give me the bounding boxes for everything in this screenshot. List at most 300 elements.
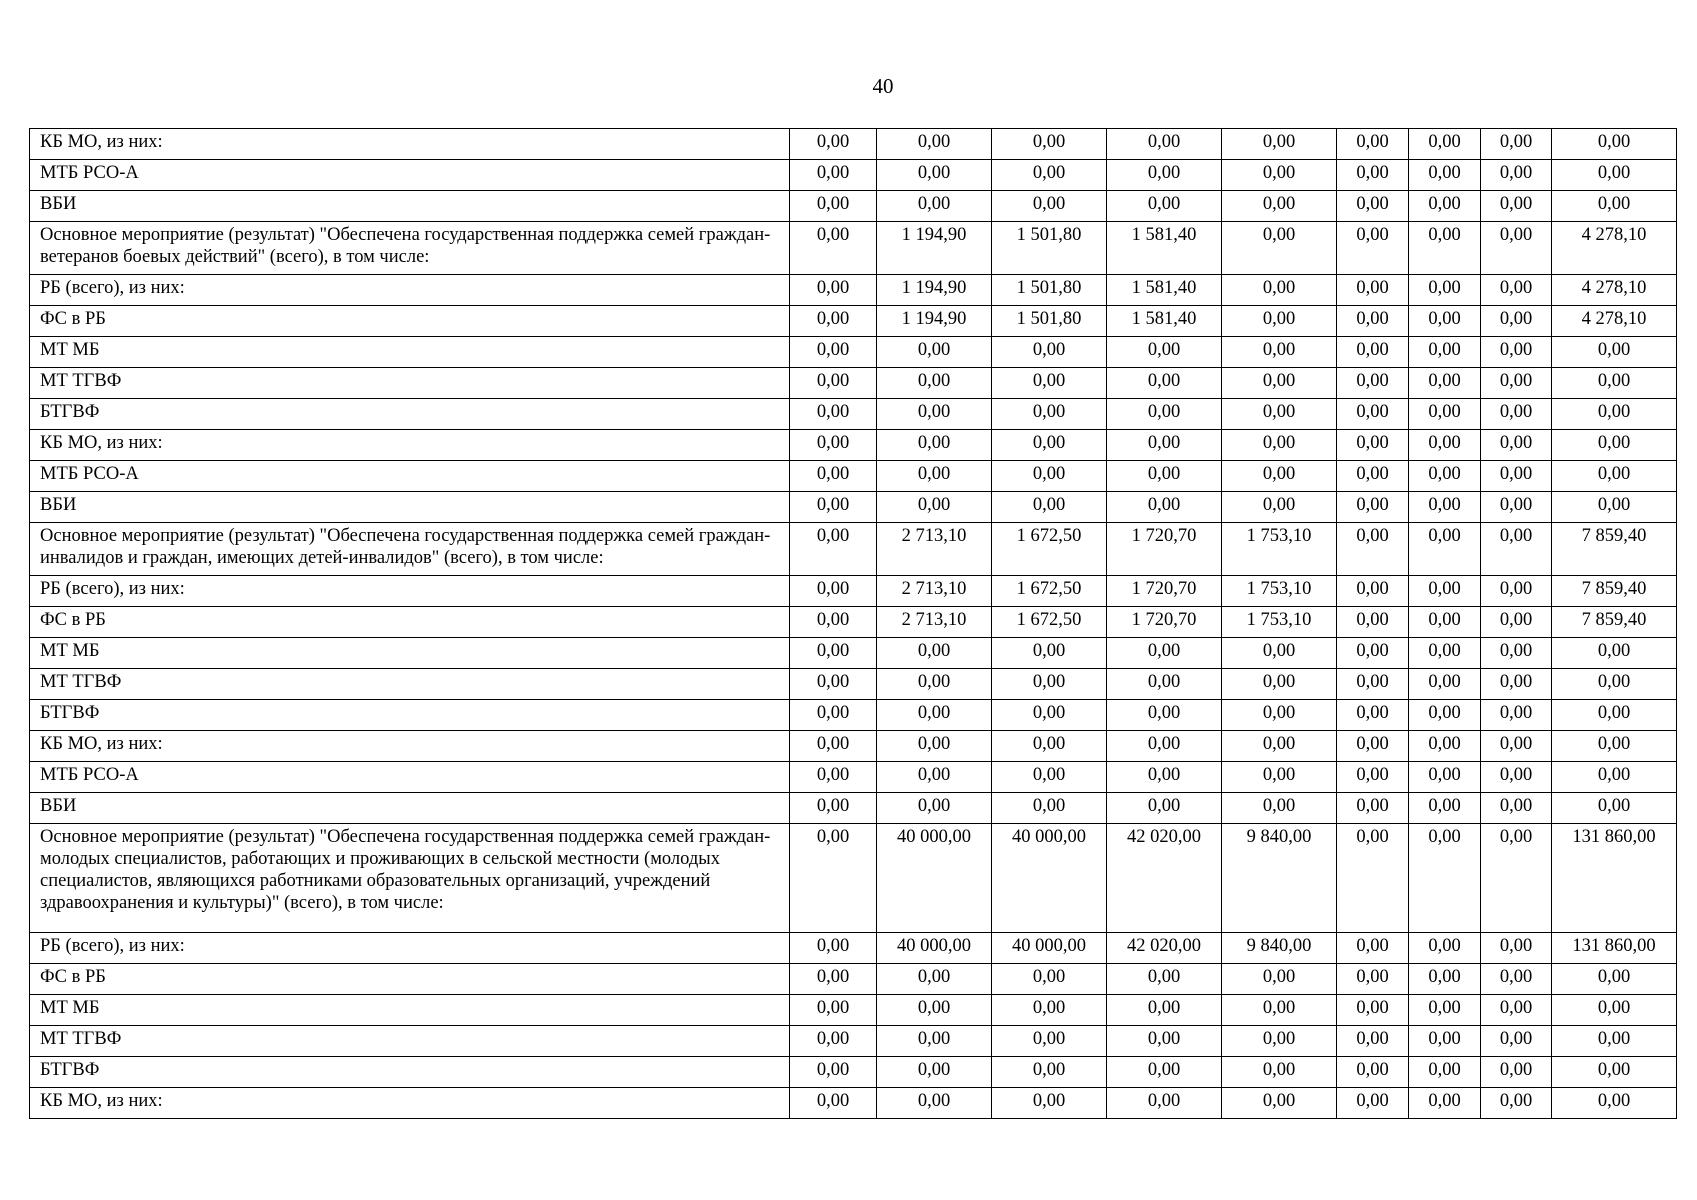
value-cell: 0,00 bbox=[1552, 700, 1677, 731]
value-cell: 40 000,00 bbox=[877, 933, 992, 964]
value-cell: 0,00 bbox=[790, 995, 877, 1026]
row-label: Основное мероприятие (результат) "Обеспечена государственная поддержка семей граждан-ветеранов боевых действий" (всего), в том числе: bbox=[30, 222, 790, 275]
value-cell: 7 859,40 bbox=[1552, 576, 1677, 607]
row-label: БТГВФ bbox=[30, 700, 790, 731]
value-cell: 4 278,10 bbox=[1552, 275, 1677, 306]
value-cell: 0,00 bbox=[1107, 700, 1222, 731]
value-cell: 0,00 bbox=[790, 638, 877, 669]
value-cell: 0,00 bbox=[1481, 160, 1552, 191]
value-cell: 0,00 bbox=[1337, 492, 1409, 523]
value-cell: 40 000,00 bbox=[877, 824, 992, 933]
value-cell: 7 859,40 bbox=[1552, 523, 1677, 576]
value-cell: 0,00 bbox=[1107, 964, 1222, 995]
value-cell: 0,00 bbox=[1337, 129, 1409, 160]
value-cell: 0,00 bbox=[1409, 191, 1481, 222]
row-label: Основное мероприятие (результат) "Обеспечена государственная поддержка семей граждан-инвалидов и граждан, имеющих детей-инвалидов" (всего), в том числе: bbox=[30, 523, 790, 576]
row-label: МТ МБ bbox=[30, 337, 790, 368]
value-cell: 0,00 bbox=[1107, 793, 1222, 824]
value-cell: 0,00 bbox=[992, 191, 1107, 222]
value-cell: 2 713,10 bbox=[877, 607, 992, 638]
value-cell: 0,00 bbox=[877, 638, 992, 669]
value-cell: 0,00 bbox=[1552, 964, 1677, 995]
value-cell: 0,00 bbox=[1409, 731, 1481, 762]
value-cell: 0,00 bbox=[1552, 430, 1677, 461]
value-cell: 1 672,50 bbox=[992, 607, 1107, 638]
value-cell: 0,00 bbox=[790, 399, 877, 430]
value-cell: 0,00 bbox=[1337, 933, 1409, 964]
value-cell: 0,00 bbox=[1552, 191, 1677, 222]
value-cell: 0,00 bbox=[877, 995, 992, 1026]
value-cell: 0,00 bbox=[1337, 1026, 1409, 1057]
value-cell: 42 020,00 bbox=[1107, 824, 1222, 933]
value-cell: 0,00 bbox=[1222, 762, 1337, 793]
value-cell: 0,00 bbox=[1337, 700, 1409, 731]
value-cell: 0,00 bbox=[992, 1026, 1107, 1057]
budget-table bbox=[29, 128, 1677, 1119]
value-cell: 0,00 bbox=[1552, 731, 1677, 762]
value-cell: 0,00 bbox=[877, 964, 992, 995]
value-cell: 1 501,80 bbox=[992, 306, 1107, 337]
value-cell: 1 720,70 bbox=[1107, 523, 1222, 576]
value-cell: 0,00 bbox=[1481, 129, 1552, 160]
value-cell: 0,00 bbox=[790, 337, 877, 368]
value-cell: 0,00 bbox=[1552, 1088, 1677, 1119]
value-cell: 0,00 bbox=[1107, 995, 1222, 1026]
value-cell: 0,00 bbox=[992, 368, 1107, 399]
value-cell: 0,00 bbox=[1481, 793, 1552, 824]
value-cell: 0,00 bbox=[1481, 337, 1552, 368]
value-cell: 0,00 bbox=[992, 762, 1107, 793]
table-row bbox=[30, 731, 1677, 762]
value-cell: 0,00 bbox=[1337, 1057, 1409, 1088]
value-cell: 0,00 bbox=[1222, 337, 1337, 368]
value-cell: 0,00 bbox=[1222, 129, 1337, 160]
value-cell: 0,00 bbox=[790, 933, 877, 964]
value-cell: 0,00 bbox=[1481, 191, 1552, 222]
value-cell: 0,00 bbox=[877, 160, 992, 191]
value-cell: 0,00 bbox=[877, 129, 992, 160]
value-cell: 1 720,70 bbox=[1107, 607, 1222, 638]
value-cell: 0,00 bbox=[1337, 824, 1409, 933]
row-label: ФС в РБ bbox=[30, 964, 790, 995]
table-row bbox=[30, 1088, 1677, 1119]
value-cell: 0,00 bbox=[790, 1026, 877, 1057]
value-cell: 0,00 bbox=[1107, 399, 1222, 430]
value-cell: 0,00 bbox=[790, 523, 877, 576]
value-cell: 0,00 bbox=[1481, 576, 1552, 607]
value-cell: 0,00 bbox=[1222, 995, 1337, 1026]
value-cell: 0,00 bbox=[790, 731, 877, 762]
value-cell: 0,00 bbox=[877, 700, 992, 731]
table-row bbox=[30, 129, 1677, 160]
table-row bbox=[30, 762, 1677, 793]
value-cell: 0,00 bbox=[1337, 964, 1409, 995]
value-cell: 0,00 bbox=[1107, 129, 1222, 160]
value-cell: 0,00 bbox=[1337, 222, 1409, 275]
value-cell: 0,00 bbox=[1552, 368, 1677, 399]
value-cell: 0,00 bbox=[1337, 523, 1409, 576]
value-cell: 0,00 bbox=[1222, 669, 1337, 700]
value-cell: 0,00 bbox=[1337, 762, 1409, 793]
value-cell: 0,00 bbox=[1481, 430, 1552, 461]
value-cell: 1 501,80 bbox=[992, 275, 1107, 306]
value-cell: 0,00 bbox=[1337, 399, 1409, 430]
value-cell: 0,00 bbox=[1409, 762, 1481, 793]
value-cell: 0,00 bbox=[1481, 1026, 1552, 1057]
value-cell: 0,00 bbox=[877, 1088, 992, 1119]
value-cell: 0,00 bbox=[1481, 1057, 1552, 1088]
row-label: РБ (всего), из них: bbox=[30, 576, 790, 607]
table-row bbox=[30, 337, 1677, 368]
value-cell: 0,00 bbox=[877, 1026, 992, 1057]
row-label: РБ (всего), из них: bbox=[30, 275, 790, 306]
value-cell: 0,00 bbox=[790, 129, 877, 160]
value-cell: 0,00 bbox=[790, 492, 877, 523]
value-cell: 1 753,10 bbox=[1222, 607, 1337, 638]
value-cell: 1 581,40 bbox=[1107, 306, 1222, 337]
value-cell: 0,00 bbox=[790, 306, 877, 337]
table-row bbox=[30, 964, 1677, 995]
value-cell: 2 713,10 bbox=[877, 576, 992, 607]
value-cell: 0,00 bbox=[1481, 368, 1552, 399]
value-cell: 0,00 bbox=[790, 576, 877, 607]
value-cell: 0,00 bbox=[1481, 638, 1552, 669]
value-cell: 0,00 bbox=[790, 1057, 877, 1088]
row-label: ФС в РБ bbox=[30, 607, 790, 638]
value-cell: 0,00 bbox=[1107, 461, 1222, 492]
value-cell: 0,00 bbox=[1337, 430, 1409, 461]
value-cell: 0,00 bbox=[1222, 793, 1337, 824]
value-cell: 1 672,50 bbox=[992, 523, 1107, 576]
value-cell: 0,00 bbox=[877, 368, 992, 399]
row-label: МТ МБ bbox=[30, 995, 790, 1026]
value-cell: 0,00 bbox=[1222, 306, 1337, 337]
value-cell: 0,00 bbox=[1409, 793, 1481, 824]
value-cell: 0,00 bbox=[1222, 1088, 1337, 1119]
value-cell: 9 840,00 bbox=[1222, 824, 1337, 933]
value-cell: 0,00 bbox=[1409, 824, 1481, 933]
value-cell: 0,00 bbox=[1222, 1026, 1337, 1057]
value-cell: 0,00 bbox=[1481, 933, 1552, 964]
value-cell: 0,00 bbox=[1409, 399, 1481, 430]
value-cell: 0,00 bbox=[1481, 399, 1552, 430]
value-cell: 0,00 bbox=[1107, 1057, 1222, 1088]
value-cell: 0,00 bbox=[790, 793, 877, 824]
table-row bbox=[30, 461, 1677, 492]
row-label: КБ МО, из них: bbox=[30, 129, 790, 160]
table-row bbox=[30, 430, 1677, 461]
value-cell: 0,00 bbox=[877, 191, 992, 222]
table-row bbox=[30, 793, 1677, 824]
value-cell: 0,00 bbox=[1337, 995, 1409, 1026]
value-cell: 0,00 bbox=[1222, 964, 1337, 995]
value-cell: 0,00 bbox=[1222, 731, 1337, 762]
row-label: МТ ТГВФ bbox=[30, 368, 790, 399]
value-cell: 0,00 bbox=[1409, 129, 1481, 160]
value-cell: 0,00 bbox=[1107, 430, 1222, 461]
value-cell: 0,00 bbox=[1409, 607, 1481, 638]
value-cell: 40 000,00 bbox=[992, 933, 1107, 964]
value-cell: 1 753,10 bbox=[1222, 576, 1337, 607]
value-cell: 0,00 bbox=[992, 492, 1107, 523]
value-cell: 4 278,10 bbox=[1552, 306, 1677, 337]
value-cell: 0,00 bbox=[790, 964, 877, 995]
value-cell: 0,00 bbox=[1222, 368, 1337, 399]
value-cell: 0,00 bbox=[1337, 461, 1409, 492]
value-cell: 1 501,80 bbox=[992, 222, 1107, 275]
table-row bbox=[30, 607, 1677, 638]
value-cell: 0,00 bbox=[1222, 492, 1337, 523]
value-cell: 2 713,10 bbox=[877, 523, 992, 576]
value-cell: 0,00 bbox=[1409, 430, 1481, 461]
value-cell: 0,00 bbox=[1481, 492, 1552, 523]
row-label: Основное мероприятие (результат) "Обеспечена государственная поддержка семей граждан-молодых специалистов, работающих и проживающих в сельской местности (молодых специалистов, являющихся работниками образовательных организаций, учреждений здравоохранения и культуры)" (всего), в том числе: bbox=[30, 824, 790, 933]
value-cell: 0,00 bbox=[1222, 638, 1337, 669]
value-cell: 0,00 bbox=[877, 669, 992, 700]
value-cell: 0,00 bbox=[1337, 275, 1409, 306]
value-cell: 0,00 bbox=[992, 700, 1107, 731]
value-cell: 0,00 bbox=[1481, 995, 1552, 1026]
row-label: МТ ТГВФ bbox=[30, 1026, 790, 1057]
value-cell: 0,00 bbox=[877, 762, 992, 793]
page-number: 40 bbox=[872, 74, 894, 98]
value-cell: 0,00 bbox=[1337, 160, 1409, 191]
table-row bbox=[30, 399, 1677, 430]
table-row bbox=[30, 1057, 1677, 1088]
value-cell: 0,00 bbox=[790, 1088, 877, 1119]
row-label: МТ МБ bbox=[30, 638, 790, 669]
value-cell: 0,00 bbox=[1552, 337, 1677, 368]
value-cell: 0,00 bbox=[1409, 1088, 1481, 1119]
value-cell: 0,00 bbox=[1107, 762, 1222, 793]
table-row bbox=[30, 368, 1677, 399]
value-cell: 0,00 bbox=[1552, 995, 1677, 1026]
value-cell: 0,00 bbox=[1481, 731, 1552, 762]
value-cell: 1 720,70 bbox=[1107, 576, 1222, 607]
value-cell: 0,00 bbox=[1222, 275, 1337, 306]
value-cell: 0,00 bbox=[1409, 669, 1481, 700]
value-cell: 0,00 bbox=[1481, 669, 1552, 700]
value-cell: 0,00 bbox=[1222, 461, 1337, 492]
value-cell: 0,00 bbox=[1337, 669, 1409, 700]
value-cell: 0,00 bbox=[1337, 607, 1409, 638]
value-cell: 0,00 bbox=[1481, 222, 1552, 275]
value-cell: 0,00 bbox=[1409, 523, 1481, 576]
value-cell: 0,00 bbox=[1409, 275, 1481, 306]
value-cell: 0,00 bbox=[790, 700, 877, 731]
value-cell: 0,00 bbox=[1552, 160, 1677, 191]
value-cell: 0,00 bbox=[877, 793, 992, 824]
row-label: ФС в РБ bbox=[30, 306, 790, 337]
value-cell: 0,00 bbox=[877, 430, 992, 461]
value-cell: 0,00 bbox=[1337, 576, 1409, 607]
value-cell: 0,00 bbox=[1107, 368, 1222, 399]
value-cell: 0,00 bbox=[1481, 461, 1552, 492]
value-cell: 0,00 bbox=[1481, 1088, 1552, 1119]
row-label: МТ ТГВФ bbox=[30, 669, 790, 700]
value-cell: 0,00 bbox=[1107, 160, 1222, 191]
value-cell: 0,00 bbox=[790, 607, 877, 638]
value-cell: 0,00 bbox=[1552, 1026, 1677, 1057]
value-cell: 131 860,00 bbox=[1552, 824, 1677, 933]
value-cell: 0,00 bbox=[1222, 160, 1337, 191]
value-cell: 0,00 bbox=[790, 275, 877, 306]
value-cell: 0,00 bbox=[1481, 523, 1552, 576]
value-cell: 0,00 bbox=[1409, 337, 1481, 368]
value-cell: 0,00 bbox=[1481, 607, 1552, 638]
value-cell: 0,00 bbox=[790, 222, 877, 275]
value-cell: 0,00 bbox=[790, 824, 877, 933]
value-cell: 0,00 bbox=[790, 669, 877, 700]
value-cell: 0,00 bbox=[1409, 700, 1481, 731]
value-cell: 0,00 bbox=[1409, 492, 1481, 523]
value-cell: 0,00 bbox=[992, 1057, 1107, 1088]
value-cell: 0,00 bbox=[1409, 1057, 1481, 1088]
table-row bbox=[30, 1026, 1677, 1057]
value-cell: 0,00 bbox=[1107, 638, 1222, 669]
value-cell: 0,00 bbox=[790, 191, 877, 222]
value-cell: 0,00 bbox=[1481, 824, 1552, 933]
value-cell: 0,00 bbox=[790, 461, 877, 492]
value-cell: 0,00 bbox=[992, 430, 1107, 461]
value-cell: 0,00 bbox=[992, 669, 1107, 700]
value-cell: 0,00 bbox=[1337, 1088, 1409, 1119]
value-cell: 0,00 bbox=[1552, 399, 1677, 430]
row-label: ВБИ bbox=[30, 492, 790, 523]
value-cell: 0,00 bbox=[1337, 638, 1409, 669]
value-cell: 7 859,40 bbox=[1552, 607, 1677, 638]
table-row bbox=[30, 492, 1677, 523]
table-row bbox=[30, 222, 1677, 275]
value-cell: 1 753,10 bbox=[1222, 523, 1337, 576]
value-cell: 0,00 bbox=[1409, 222, 1481, 275]
value-cell: 1 194,90 bbox=[877, 275, 992, 306]
value-cell: 0,00 bbox=[1337, 368, 1409, 399]
value-cell: 0,00 bbox=[1409, 306, 1481, 337]
table-row bbox=[30, 669, 1677, 700]
value-cell: 0,00 bbox=[1107, 1026, 1222, 1057]
value-cell: 0,00 bbox=[992, 337, 1107, 368]
value-cell: 0,00 bbox=[1481, 964, 1552, 995]
value-cell: 1 672,50 bbox=[992, 576, 1107, 607]
table-body bbox=[30, 129, 1677, 1119]
value-cell: 0,00 bbox=[992, 129, 1107, 160]
value-cell: 0,00 bbox=[1409, 576, 1481, 607]
value-cell: 0,00 bbox=[992, 1088, 1107, 1119]
value-cell: 0,00 bbox=[877, 492, 992, 523]
value-cell: 1 194,90 bbox=[877, 306, 992, 337]
row-label: КБ МО, из них: bbox=[30, 1088, 790, 1119]
value-cell: 0,00 bbox=[1481, 306, 1552, 337]
table-row bbox=[30, 824, 1677, 933]
value-cell: 0,00 bbox=[1552, 461, 1677, 492]
row-label: МТБ РСО-А bbox=[30, 461, 790, 492]
value-cell: 0,00 bbox=[877, 731, 992, 762]
value-cell: 0,00 bbox=[1409, 461, 1481, 492]
table-row bbox=[30, 275, 1677, 306]
value-cell: 1 581,40 bbox=[1107, 275, 1222, 306]
value-cell: 0,00 bbox=[1552, 492, 1677, 523]
value-cell: 0,00 bbox=[1481, 275, 1552, 306]
table-row bbox=[30, 576, 1677, 607]
row-label: БТГВФ bbox=[30, 399, 790, 430]
table-row bbox=[30, 306, 1677, 337]
value-cell: 0,00 bbox=[1107, 191, 1222, 222]
value-cell: 0,00 bbox=[790, 160, 877, 191]
value-cell: 0,00 bbox=[1222, 700, 1337, 731]
row-label: ВБИ bbox=[30, 793, 790, 824]
value-cell: 0,00 bbox=[1222, 191, 1337, 222]
value-cell: 0,00 bbox=[1409, 160, 1481, 191]
value-cell: 0,00 bbox=[1222, 1057, 1337, 1088]
value-cell: 42 020,00 bbox=[1107, 933, 1222, 964]
value-cell: 0,00 bbox=[992, 638, 1107, 669]
value-cell: 0,00 bbox=[1107, 492, 1222, 523]
value-cell: 0,00 bbox=[1337, 731, 1409, 762]
value-cell: 0,00 bbox=[1481, 700, 1552, 731]
value-cell: 0,00 bbox=[1409, 964, 1481, 995]
table-row bbox=[30, 638, 1677, 669]
value-cell: 0,00 bbox=[1552, 793, 1677, 824]
value-cell: 0,00 bbox=[1409, 368, 1481, 399]
table-row bbox=[30, 191, 1677, 222]
table-row bbox=[30, 995, 1677, 1026]
value-cell: 0,00 bbox=[1107, 1088, 1222, 1119]
value-cell: 0,00 bbox=[1337, 306, 1409, 337]
row-label: МТБ РСО-А bbox=[30, 762, 790, 793]
table-row bbox=[30, 700, 1677, 731]
value-cell: 4 278,10 bbox=[1552, 222, 1677, 275]
value-cell: 0,00 bbox=[1409, 995, 1481, 1026]
value-cell: 0,00 bbox=[992, 461, 1107, 492]
value-cell: 0,00 bbox=[877, 337, 992, 368]
value-cell: 0,00 bbox=[992, 731, 1107, 762]
value-cell: 0,00 bbox=[1552, 762, 1677, 793]
value-cell: 0,00 bbox=[1107, 731, 1222, 762]
value-cell: 0,00 bbox=[1107, 337, 1222, 368]
row-label: КБ МО, из них: bbox=[30, 731, 790, 762]
value-cell: 0,00 bbox=[992, 995, 1107, 1026]
value-cell: 9 840,00 bbox=[1222, 933, 1337, 964]
value-cell: 0,00 bbox=[992, 793, 1107, 824]
value-cell: 0,00 bbox=[790, 368, 877, 399]
value-cell: 0,00 bbox=[1409, 1026, 1481, 1057]
value-cell: 0,00 bbox=[992, 964, 1107, 995]
value-cell: 40 000,00 bbox=[992, 824, 1107, 933]
value-cell: 0,00 bbox=[1222, 399, 1337, 430]
value-cell: 0,00 bbox=[877, 461, 992, 492]
value-cell: 0,00 bbox=[1552, 1057, 1677, 1088]
table-row bbox=[30, 160, 1677, 191]
value-cell: 0,00 bbox=[1337, 337, 1409, 368]
value-cell: 1 194,90 bbox=[877, 222, 992, 275]
value-cell: 0,00 bbox=[877, 399, 992, 430]
row-label: ВБИ bbox=[30, 191, 790, 222]
table-row bbox=[30, 933, 1677, 964]
value-cell: 0,00 bbox=[992, 160, 1107, 191]
row-label: КБ МО, из них: bbox=[30, 430, 790, 461]
value-cell: 0,00 bbox=[1552, 129, 1677, 160]
table-row bbox=[30, 523, 1677, 576]
value-cell: 0,00 bbox=[1107, 669, 1222, 700]
value-cell: 131 860,00 bbox=[1552, 933, 1677, 964]
value-cell: 0,00 bbox=[790, 430, 877, 461]
row-label: МТБ РСО-А bbox=[30, 160, 790, 191]
value-cell: 0,00 bbox=[1337, 191, 1409, 222]
value-cell: 0,00 bbox=[1337, 793, 1409, 824]
value-cell: 0,00 bbox=[1552, 669, 1677, 700]
value-cell: 0,00 bbox=[790, 762, 877, 793]
